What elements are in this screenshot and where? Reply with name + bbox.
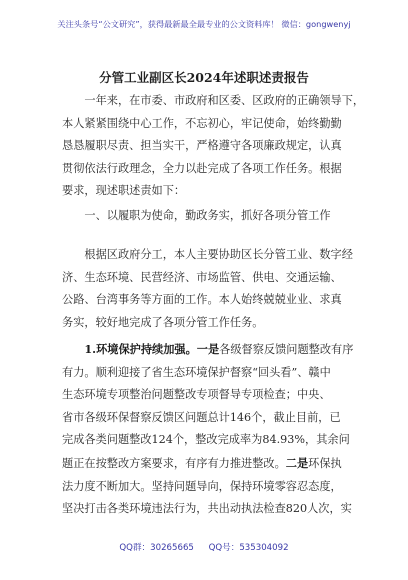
item1-line: 完成各类问题整改124个，整改完成率为84.93%，其余问 bbox=[62, 433, 350, 447]
section-line: 务实，较好地完成了各项分管工作任务。 bbox=[62, 315, 264, 329]
section-heading bbox=[62, 205, 362, 228]
item1-line: 省市各级环保督察反馈区问题总计146个，截止目前，已 bbox=[62, 410, 341, 424]
intro-line: 本人紧紧围绕中心工作，不忘初心，牢记使命，始终勤勤 bbox=[62, 116, 342, 130]
item1-tail-line: 坚决打击各类环境违法行为，共出动执法检查820人次，实 bbox=[62, 502, 352, 516]
item1-lead-bold: 1.环境保护持续加强。一是 bbox=[84, 342, 220, 356]
item1-tail-line: 法力度不断加大。坚持问题导向，保持环境零容忍态度， bbox=[62, 479, 342, 493]
footer-qq-group: QQ群：30265665 bbox=[119, 543, 194, 553]
item1-second-rest: 环保执 bbox=[308, 456, 342, 470]
item1-second-bold: 二是 bbox=[285, 455, 309, 470]
intro-line: 一年来，在市委、市政府和区委、区政府的正确领导下， bbox=[84, 94, 365, 107]
intro-line: 恳恳履职尽责、担当实干，严格遵守各项廉政规定，认真 bbox=[62, 139, 342, 153]
section-line: 公路、台湾事务等方面的工作。本人始终兢兢业业、求真 bbox=[62, 293, 342, 307]
intro-paragraph bbox=[62, 90, 365, 203]
header-banner: 关注头条号“公文研究”，获得最新最全最专业的公文资料库！ 微信：gongwenyj bbox=[57, 19, 351, 29]
section-paragraph bbox=[62, 244, 362, 334]
footer-banner bbox=[0, 541, 408, 553]
item1-line-with-bold bbox=[62, 452, 362, 476]
item1-paragraph bbox=[62, 338, 362, 521]
intro-line: 贯彻依法行政理念，全力以赴完成了各项工作任务。根据 bbox=[62, 161, 342, 175]
section-heading-text: 一、以履职为使命，勤政务实，抓好各项分管工作 bbox=[84, 209, 331, 222]
item1-line: 题正在按整改方案要求，有序有力推进整改。 bbox=[62, 456, 286, 470]
document-title: 分管工业副区长2024年述职述责报告 bbox=[99, 70, 309, 85]
section-line: 济、生态环境、民营经济、市场监管、供电、交通运输、 bbox=[62, 270, 342, 284]
item1-first-line bbox=[62, 338, 362, 362]
intro-line: 要求，现述职述责如下： bbox=[62, 184, 186, 198]
item1-line: 生态环境专项整治问题整改专项督导专项检查；中央、 bbox=[62, 388, 331, 402]
footer-qq-number: QQ号：535304092 bbox=[208, 543, 289, 553]
section-line: 根据区政府分工，本人主要协助区长分管工业、数字经 bbox=[84, 248, 353, 261]
item1-lead-rest: 各级督察反馈问题整改有序 bbox=[219, 343, 354, 356]
item1-line: 有力。顺利迎接了省生态环境保护督察“回头看”、赣中 bbox=[62, 365, 331, 379]
